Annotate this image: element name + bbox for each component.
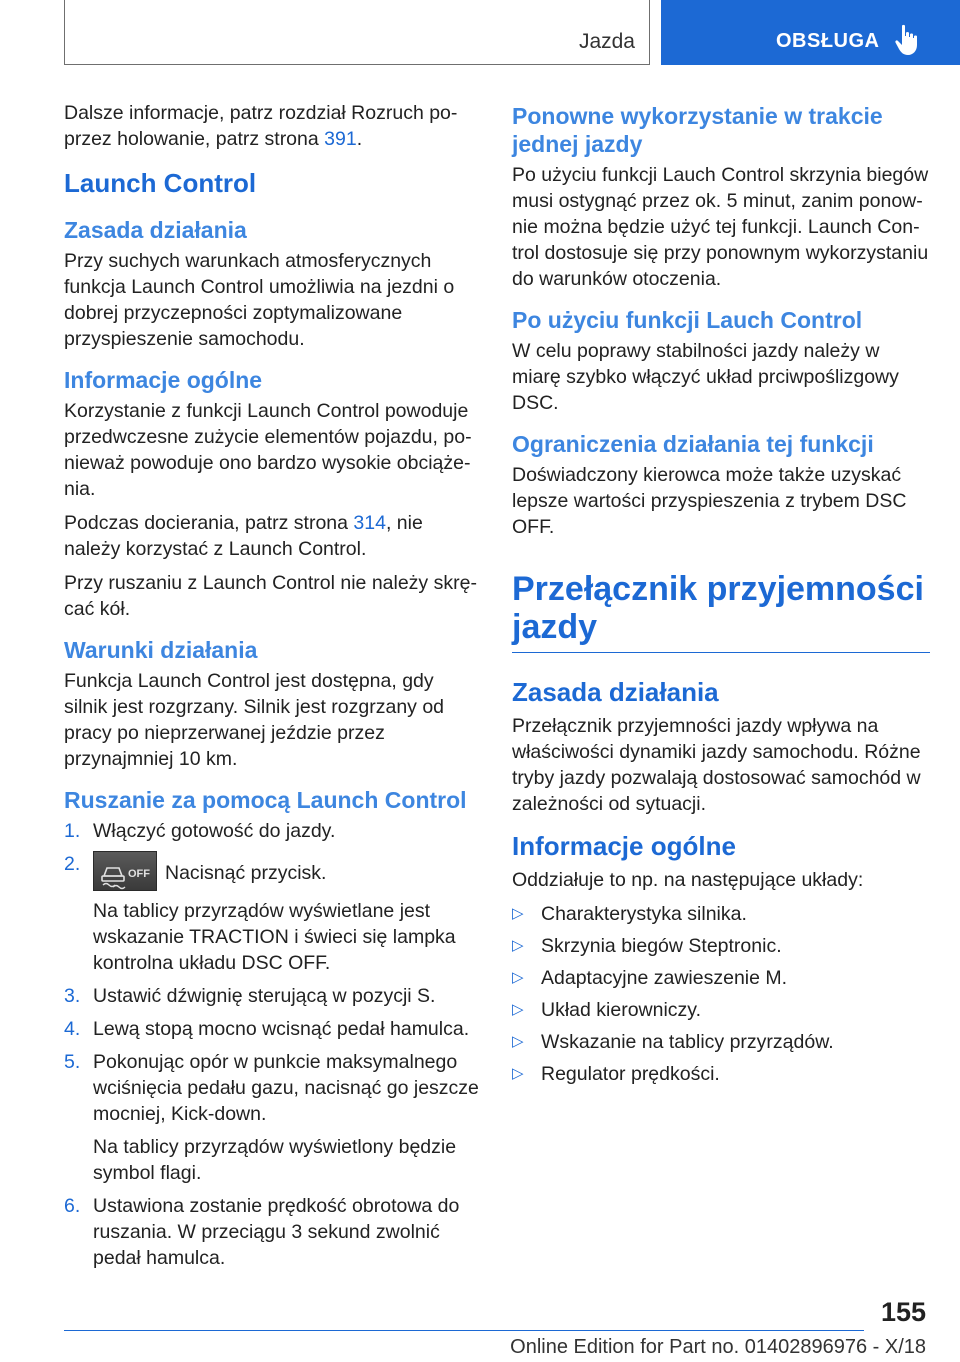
step-number: 6. <box>64 1195 81 1217</box>
header-chapter-box <box>661 0 960 65</box>
list-item: ▷ Wskazanie na tablicy przyrządów. <box>512 1031 834 1053</box>
general-info-heading: Informacje ogólne <box>64 367 263 393</box>
list-item: ▷ Regulator prędkości. <box>512 1063 720 1085</box>
step-number: 1. <box>64 820 81 842</box>
limits-paragraph: Doświadczony kierowca może także uzyskać lepsze wartości przyspieszenia z trybem DSC OFF. <box>512 464 907 538</box>
page-link-391[interactable]: 391 <box>324 128 357 150</box>
triangle-bullet-icon: ▷ <box>512 1001 524 1018</box>
launch-control-heading: Launch Control <box>64 168 257 198</box>
dsc-off-button-icon <box>93 851 157 891</box>
conditions-paragraph: Funkcja Launch Control jest dostępna, gdy silnik jest rozgrzany. Silnik jest rozgrzany od pracy po nieprzerwanej jeździe przez przynajmniej 10 km. <box>64 670 445 770</box>
general-paragraph-2: Podczas docierania, patrz strona 314, nie należy korzystać z Launch Control. <box>64 512 423 560</box>
list-item: ▷ Układ kierowniczy. <box>512 999 702 1021</box>
after-use-paragraph: W celu poprawy stabilności jazdy należy w miarę szybko włączyć układ prciwpoślizgowy DSC. <box>512 340 899 414</box>
triangle-bullet-icon: ▷ <box>512 1033 524 1050</box>
step-number: 5. <box>64 1051 81 1073</box>
page-number: 155 <box>880 1297 926 1327</box>
step-text: Nacisnąć przycisk. <box>165 862 327 884</box>
principle-paragraph: Przy suchych warunkach atmosferycznych funkcja Launch Control umożliwia na jezdni o dobrej przyczepności zoptymalizowane przyspieszenie samochodu. <box>64 250 455 350</box>
footer-edition: Online Edition for Part no. 01402896976 - X/18 <box>510 1336 926 1358</box>
step-text: Ustawiona zostanie prędkość obrotowa do ruszania. W przeciągu 3 sekund zwolnić pedał hamulca. <box>93 1195 460 1269</box>
reuse-heading: Ponowne wykorzystanie w trakcie jednej jazdy <box>512 103 883 157</box>
step-item <box>64 851 479 976</box>
step-number: 3. <box>64 985 81 1007</box>
switch-general-heading: Informacje ogólne <box>512 831 736 861</box>
header-chapter-title: OBSŁUGA <box>776 30 880 52</box>
after-use-heading: Po użyciu funkcji Lauch Control <box>512 307 863 333</box>
step-item <box>64 1016 479 1042</box>
triangle-bullet-icon: ▷ <box>512 1065 524 1082</box>
right-column <box>512 100 930 1093</box>
step-number: 4. <box>64 1018 81 1040</box>
triangle-bullet-icon: ▷ <box>512 937 524 954</box>
step-text: Pokonując opór w punkcie maksymalnego wciśnięcia pedału gazu, nacisnąć go jeszcze mocniej, Kick-down. <box>93 1051 479 1125</box>
header-section-box <box>64 0 650 65</box>
affected-systems-list <box>512 901 930 1087</box>
step-text: Lewą stopą mocno wcisnąć pedał hamulca. <box>93 1018 470 1040</box>
list-item: ▷ Adaptacyjne zawieszenie M. <box>512 967 788 989</box>
reuse-paragraph: Po użyciu funkcji Lauch Control skrzynia biegów musi ostygnąć przez ok. 5 minut, zanim ponownie można będzie użyć tej funkcji. Launch Control dostosuje się przy ponownym wykorzystaniu do warunków otoczenia. <box>512 164 929 290</box>
driving-switch-heading: Przełącznik przyjemności jazdy <box>512 570 930 653</box>
list-item: ▷ Skrzynia biegów Steptronic. <box>512 935 782 957</box>
intro-paragraph: Dalsze informacje, patrz rozdział Rozruch poprzez holowanie, patrz strona 391. <box>64 102 458 150</box>
step-text: Ustawić dźwignię sterującą w pozycji S. <box>93 985 436 1007</box>
step-item <box>64 1193 479 1271</box>
triangle-bullet-icon: ▷ <box>512 905 524 922</box>
left-column <box>64 100 479 1278</box>
limits-heading: Ograniczenia działania tej funkcji <box>512 431 874 457</box>
general-paragraph-1: Korzystanie z funkcji Launch Control powoduje przedwczesne zużycie elementów pojazdu, ponieważ powoduje ono bardzo wysokie obciążenia. <box>64 400 472 500</box>
principle-heading: Zasada działania <box>64 217 247 243</box>
step-subtext: Na tablicy przyrządów wyświetlony będzie symbol flagi. <box>93 1136 457 1184</box>
dsc-off-button-label: OFF <box>128 868 150 880</box>
general-paragraph-3: Przy ruszaniu z Launch Control nie należy skręcać kół. <box>64 572 477 620</box>
footer-divider <box>64 1330 864 1331</box>
triangle-bullet-icon: ▷ <box>512 969 524 986</box>
step-item <box>64 983 479 1009</box>
list-item: ▷ Charakterystyka silnika. <box>512 903 747 925</box>
switch-principle-paragraph: Przełącznik przyjemności jazdy wpływa na właściwości dynamiki jazdy samochodu. Różne tryby jazdy pozwalają dostosować samochód w zależności od sytuacji. <box>512 715 921 815</box>
step-text: Włączyć gotowość do jazdy. <box>93 820 336 842</box>
switch-general-paragraph: Oddziałuje to np. na następujące układy: <box>512 869 864 891</box>
conditions-heading: Warunki działania <box>64 637 258 663</box>
switch-principle-heading: Zasada działania <box>512 677 719 707</box>
step-item <box>64 1049 479 1186</box>
start-steps-list <box>64 818 479 1271</box>
step-item <box>64 818 479 844</box>
step-subtext: Na tablicy przyrządów wyświetlane jest wskazanie TRACTION i świeci się lampka kontrolna układu DSC OFF. <box>93 900 456 974</box>
step-number: 2. <box>64 853 81 875</box>
page-link-314[interactable]: 314 <box>353 512 386 534</box>
start-heading: Ruszanie za pomocą Launch Control <box>64 787 467 813</box>
hand-pointer-icon <box>894 24 920 56</box>
header-section-title: Jazda <box>578 30 635 53</box>
